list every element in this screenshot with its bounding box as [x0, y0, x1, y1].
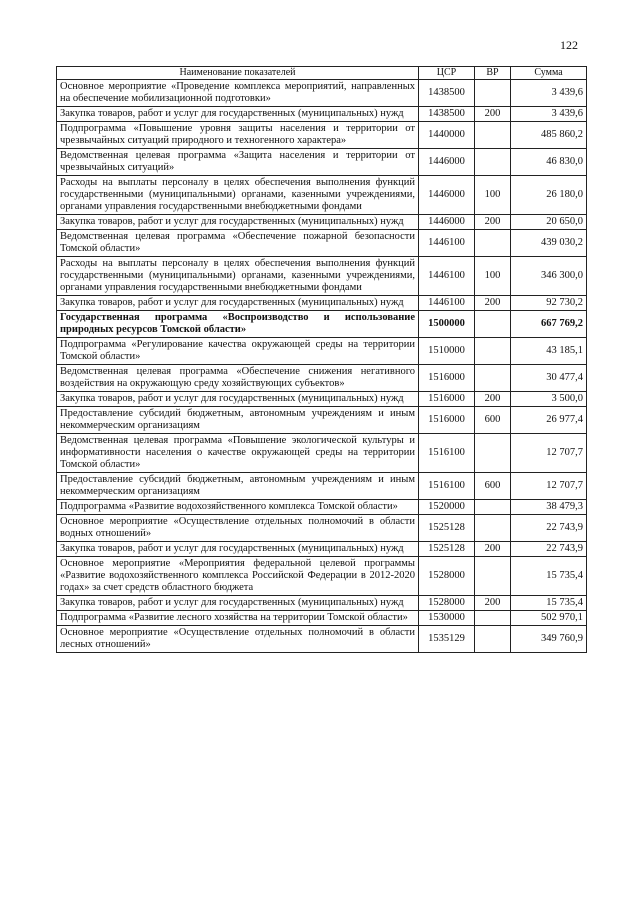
row-vr: 200: [475, 296, 511, 311]
row-csr: 1516000: [419, 392, 475, 407]
row-vr: 100: [475, 176, 511, 215]
row-csr: 1535129: [419, 626, 475, 653]
table-row: [57, 311, 587, 338]
row-vr: [475, 500, 511, 515]
row-vr: 600: [475, 407, 511, 434]
row-sum: 20 650,0: [511, 215, 587, 230]
table-row: [57, 626, 587, 653]
row-sum: 15 735,4: [511, 596, 587, 611]
row-vr: [475, 611, 511, 626]
table-row: [57, 515, 587, 542]
row-name: Закупка товаров, работ и услуг для государственных (муниципальных) нужд: [57, 392, 419, 407]
row-vr: 200: [475, 215, 511, 230]
row-name: Основное мероприятие «Осуществление отдельных полномочий в области водных отношений»: [57, 515, 419, 542]
row-vr: [475, 515, 511, 542]
row-vr: [475, 338, 511, 365]
row-vr: [475, 365, 511, 392]
row-vr: 200: [475, 596, 511, 611]
row-csr: 1528000: [419, 596, 475, 611]
row-csr: 1446000: [419, 215, 475, 230]
row-sum: 439 030,2: [511, 230, 587, 257]
row-vr: [475, 122, 511, 149]
row-name: Подпрограмма «Регулирование качества окружающей среды на территории Томской области»: [57, 338, 419, 365]
row-vr: [475, 80, 511, 107]
row-csr: 1438500: [419, 107, 475, 122]
page-number: 122: [560, 38, 578, 52]
row-name: Ведомственная целевая программа «Повышение экологической культуры и информативности населения о качестве окружающей среды на территории Томской области»: [57, 434, 419, 473]
row-sum: 22 743,9: [511, 515, 587, 542]
table-row: [57, 122, 587, 149]
table-row: [57, 500, 587, 515]
row-sum: 38 479,3: [511, 500, 587, 515]
table-row: [57, 257, 587, 296]
row-csr: 1500000: [419, 311, 475, 338]
row-name: Закупка товаров, работ и услуг для государственных (муниципальных) нужд: [57, 596, 419, 611]
row-sum: 485 860,2: [511, 122, 587, 149]
row-vr: [475, 557, 511, 596]
table-row: [57, 473, 587, 500]
row-name: Подпрограмма «Развитие лесного хозяйства на территории Томской области»: [57, 611, 419, 626]
header-vr: ВР: [475, 67, 511, 80]
row-name: Подпрограмма «Развитие водохозяйственного комплекса Томской области»: [57, 500, 419, 515]
row-csr: 1530000: [419, 611, 475, 626]
table-row: [57, 176, 587, 215]
row-sum: 349 760,9: [511, 626, 587, 653]
row-sum: 3 439,6: [511, 80, 587, 107]
row-csr: 1516100: [419, 473, 475, 500]
header-sum: Сумма: [511, 67, 587, 80]
row-csr: 1446000: [419, 149, 475, 176]
budget-table: [56, 66, 587, 653]
row-csr: 1446100: [419, 296, 475, 311]
row-csr: 1440000: [419, 122, 475, 149]
row-csr: 1446100: [419, 230, 475, 257]
header-name: Наименование показателей: [57, 67, 419, 80]
row-name: Ведомственная целевая программа «Защита населения и территории от чрезвычайных ситуаций»: [57, 149, 419, 176]
row-name: Основное мероприятие «Мероприятия федеральной целевой программы «Развитие водохозяйственного комплекса Российской Федерации в 2012-2020 годах» за счет средств областного бюджета: [57, 557, 419, 596]
table-row: [57, 392, 587, 407]
table-row: [57, 149, 587, 176]
row-sum: 3 500,0: [511, 392, 587, 407]
row-csr: 1510000: [419, 338, 475, 365]
row-sum: 667 769,2: [511, 311, 587, 338]
table-row: [57, 611, 587, 626]
table-row: [57, 107, 587, 122]
row-vr: 600: [475, 473, 511, 500]
table-row: [57, 365, 587, 392]
row-csr: 1438500: [419, 80, 475, 107]
header-csr: ЦСР: [419, 67, 475, 80]
row-csr: 1525128: [419, 515, 475, 542]
row-sum: 46 830,0: [511, 149, 587, 176]
table-row: [57, 215, 587, 230]
table-row: [57, 557, 587, 596]
table-header-row: [57, 67, 587, 80]
row-name: Расходы на выплаты персоналу в целях обеспечения выполнения функций государственными (муниципальными) органами, казенными учреждениями, органами управления государственными внебюджетными фондами: [57, 176, 419, 215]
row-vr: 100: [475, 257, 511, 296]
row-sum: 26 180,0: [511, 176, 587, 215]
row-sum: 12 707,7: [511, 434, 587, 473]
row-csr: 1528000: [419, 557, 475, 596]
row-name: Предоставление субсидий бюджетным, автономным учреждениям и иным некоммерческим организациям: [57, 407, 419, 434]
row-csr: 1446000: [419, 176, 475, 215]
row-csr: 1525128: [419, 542, 475, 557]
row-sum: 346 300,0: [511, 257, 587, 296]
table-row: [57, 434, 587, 473]
row-name: Закупка товаров, работ и услуг для государственных (муниципальных) нужд: [57, 107, 419, 122]
table-row: [57, 296, 587, 311]
row-csr: 1516000: [419, 407, 475, 434]
row-vr: [475, 230, 511, 257]
row-name: Ведомственная целевая программа «Обеспечение пожарной безопасности Томской области»: [57, 230, 419, 257]
row-name: Закупка товаров, работ и услуг для государственных (муниципальных) нужд: [57, 296, 419, 311]
row-sum: 92 730,2: [511, 296, 587, 311]
row-vr: 200: [475, 542, 511, 557]
row-name: Ведомственная целевая программа «Обеспечение снижения негативного воздействия на окружающую среду хозяйствующих субъектов»: [57, 365, 419, 392]
row-sum: 30 477,4: [511, 365, 587, 392]
row-sum: 43 185,1: [511, 338, 587, 365]
row-name: Государственная программа «Воспроизводство и использование природных ресурсов Томской области»: [57, 311, 419, 338]
row-name: Подпрограмма «Повышение уровня защиты населения и территории от чрезвычайных ситуаций природного и техногенного характера»: [57, 122, 419, 149]
row-sum: 22 743,9: [511, 542, 587, 557]
row-name: Расходы на выплаты персоналу в целях обеспечения выполнения функций государственными (муниципальными) органами, казенными учреждениями, органами управления государственными внебюджетными фондами: [57, 257, 419, 296]
row-sum: 12 707,7: [511, 473, 587, 500]
row-vr: [475, 434, 511, 473]
table-row: [57, 596, 587, 611]
row-csr: 1516000: [419, 365, 475, 392]
row-sum: 15 735,4: [511, 557, 587, 596]
table-row: [57, 80, 587, 107]
row-vr: 200: [475, 107, 511, 122]
row-name: Закупка товаров, работ и услуг для государственных (муниципальных) нужд: [57, 542, 419, 557]
row-name: Основное мероприятие «Осуществление отдельных полномочий в области лесных отношений»: [57, 626, 419, 653]
table-row: [57, 338, 587, 365]
row-sum: 502 970,1: [511, 611, 587, 626]
row-vr: [475, 311, 511, 338]
row-vr: [475, 149, 511, 176]
row-name: Предоставление субсидий бюджетным, автономным учреждениям и иным некоммерческим организациям: [57, 473, 419, 500]
row-name: Закупка товаров, работ и услуг для государственных (муниципальных) нужд: [57, 215, 419, 230]
row-sum: 26 977,4: [511, 407, 587, 434]
table-body: [57, 80, 587, 653]
row-name: Основное мероприятие «Проведение комплекса мероприятий, направленных на обеспечение мобилизационной подготовки»: [57, 80, 419, 107]
table-row: [57, 230, 587, 257]
row-csr: 1516100: [419, 434, 475, 473]
table-row: [57, 542, 587, 557]
row-vr: 200: [475, 392, 511, 407]
row-vr: [475, 626, 511, 653]
row-csr: 1520000: [419, 500, 475, 515]
row-sum: 3 439,6: [511, 107, 587, 122]
table-row: [57, 407, 587, 434]
row-csr: 1446100: [419, 257, 475, 296]
